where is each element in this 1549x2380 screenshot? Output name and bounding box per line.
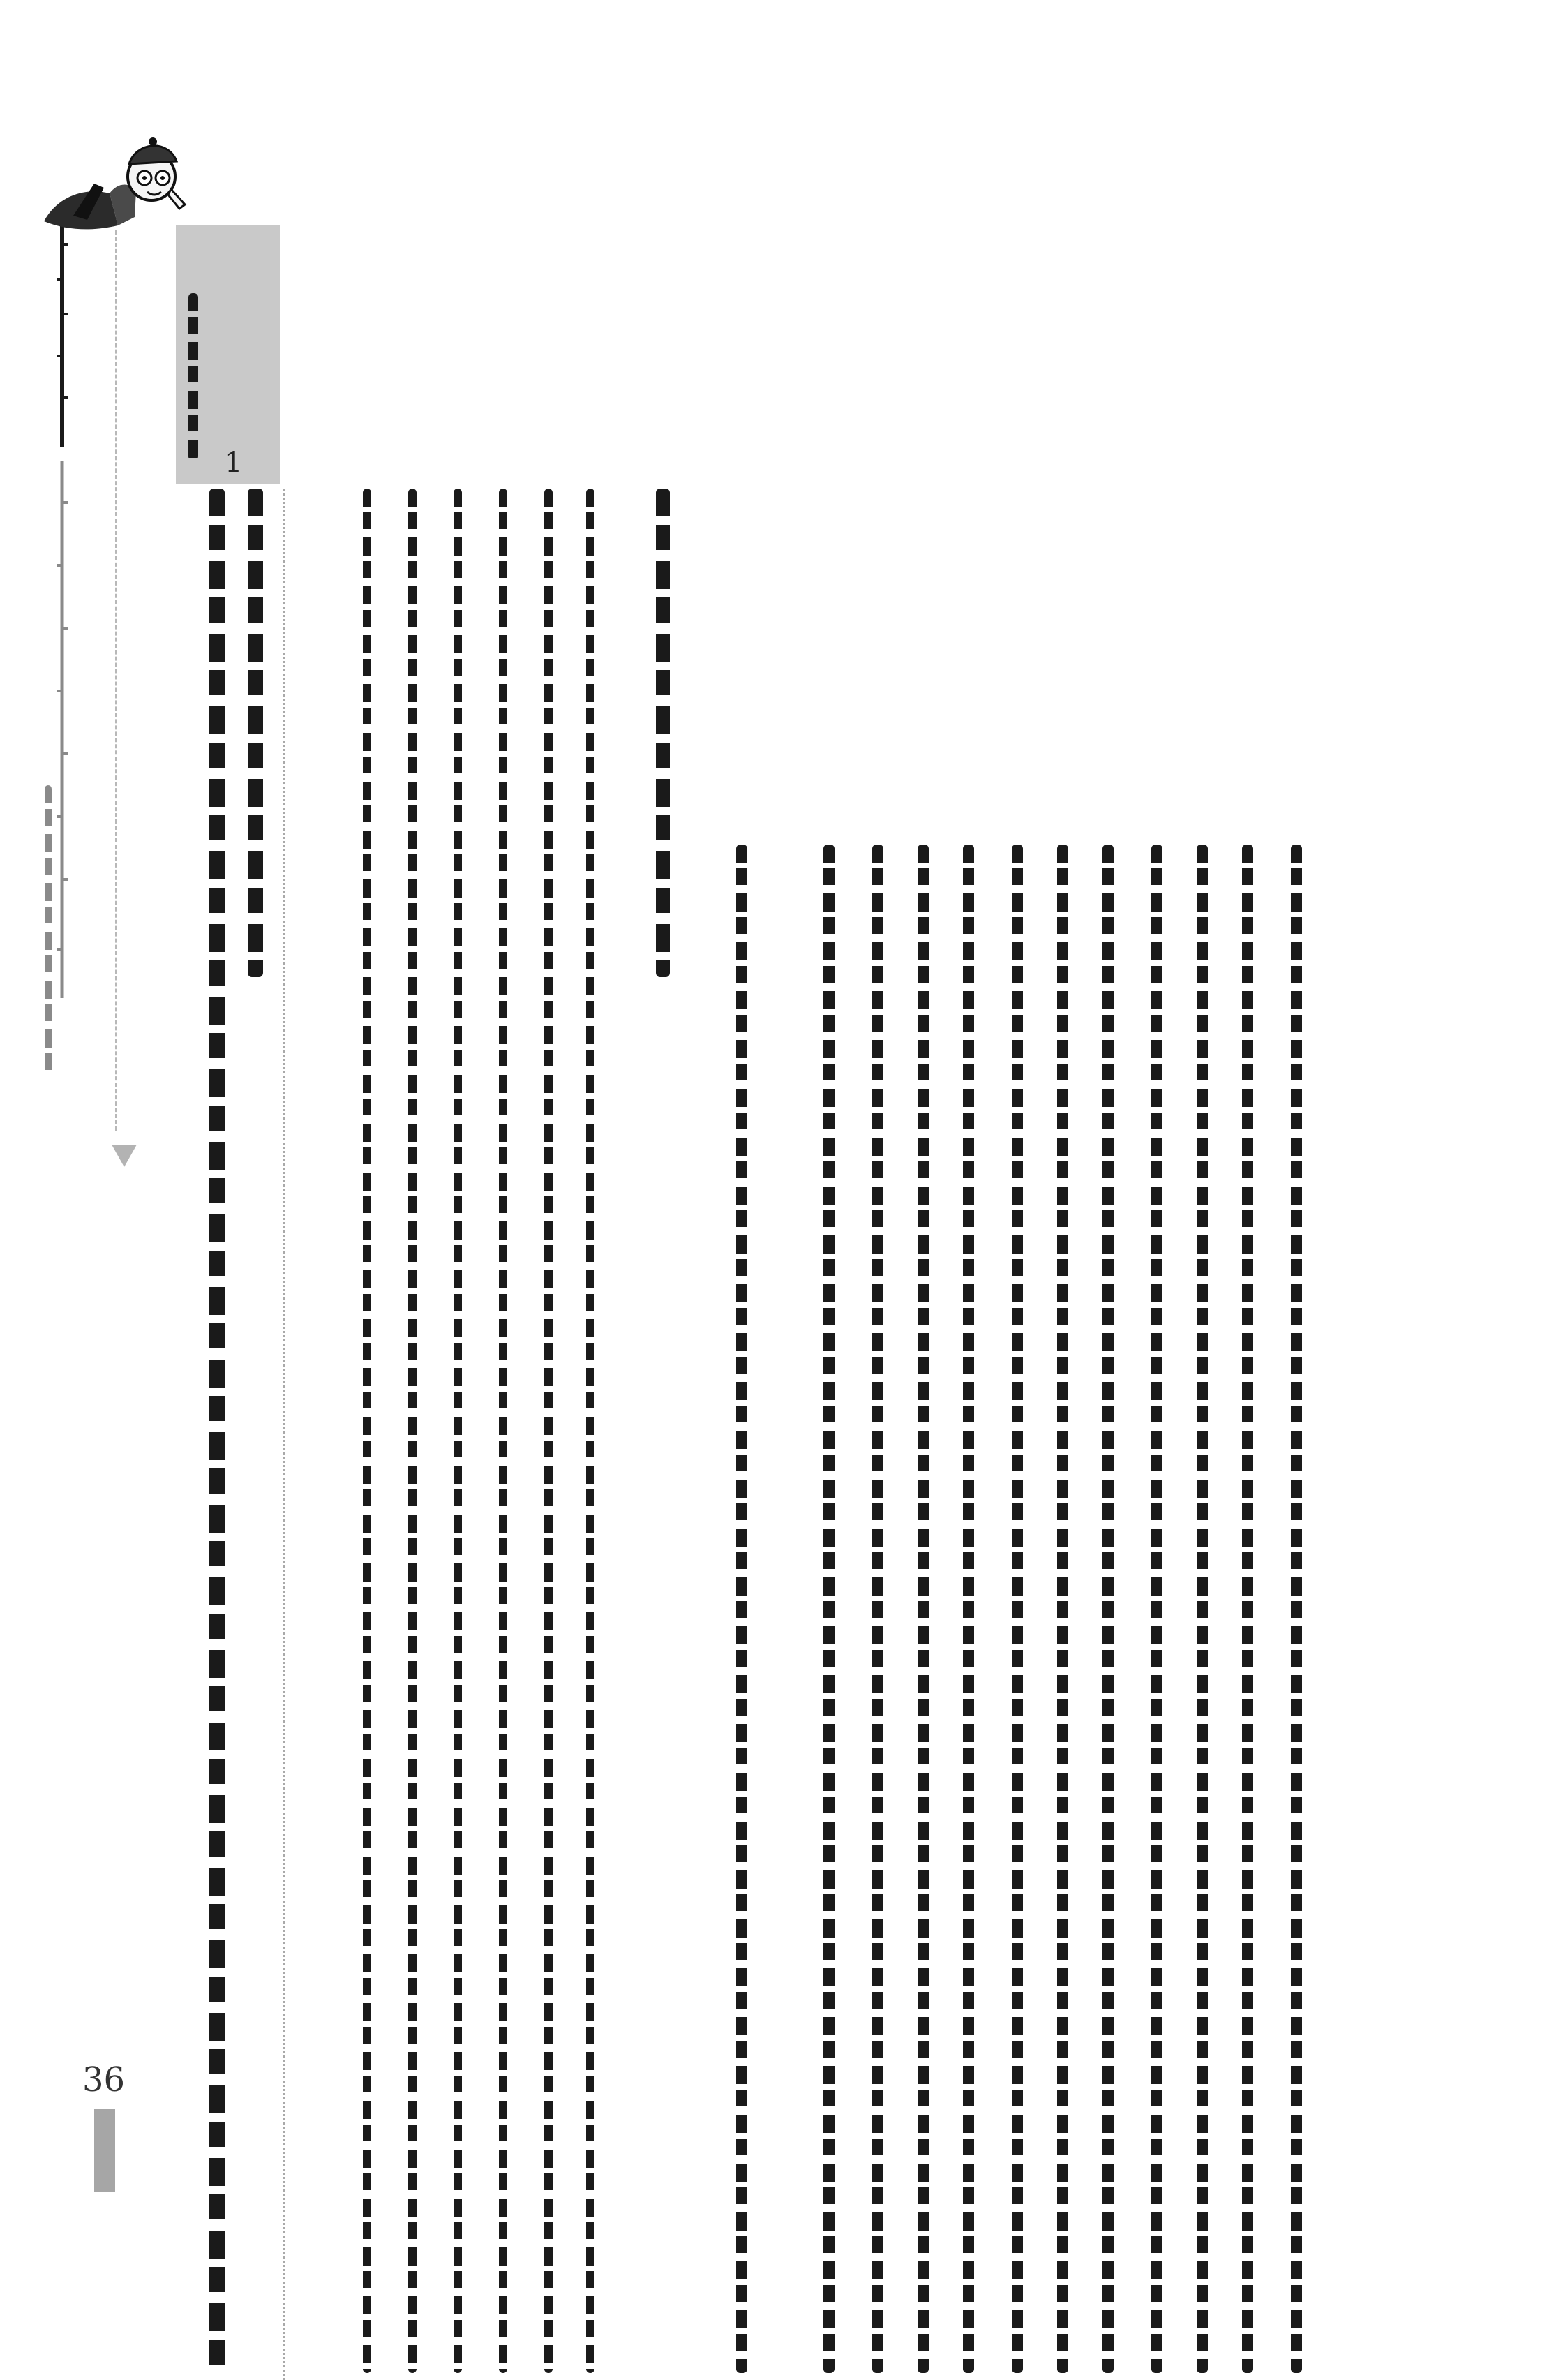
running-header-dark-script <box>54 223 70 447</box>
script-stroke <box>963 845 974 2373</box>
section-number: 1 <box>225 447 243 479</box>
script-column-body <box>1057 845 1068 2373</box>
dotted-divider <box>283 489 285 2380</box>
page-edge-tab <box>94 2109 115 2192</box>
script-column-body <box>454 489 462 2373</box>
script-stroke <box>1102 845 1114 2373</box>
triangle-arrow-icon <box>112 1145 137 1167</box>
script-column-body <box>408 489 417 2373</box>
running-header <box>49 223 77 991</box>
script-stroke <box>918 845 929 2373</box>
script-column-body <box>586 489 594 2373</box>
script-column-body <box>499 489 507 2373</box>
dashed-divider <box>115 230 117 1131</box>
script-column-body <box>1291 845 1302 2373</box>
script-stroke <box>1242 845 1253 2373</box>
script-column-body <box>823 845 835 2373</box>
script-stroke <box>586 489 594 2373</box>
script-stroke <box>823 845 835 2373</box>
script-stroke <box>454 489 462 2373</box>
script-column-body <box>1151 845 1162 2373</box>
script-stroke <box>1197 845 1208 2373</box>
script-stroke <box>188 293 198 461</box>
script-column-body <box>1012 845 1023 2373</box>
script-stroke <box>45 785 52 1078</box>
script-stroke <box>499 489 507 2373</box>
script-stroke <box>1151 845 1162 2373</box>
script-stroke <box>408 489 417 2373</box>
script-stroke <box>736 845 747 2373</box>
script-column-body <box>872 845 883 2373</box>
script-stroke <box>248 489 263 977</box>
script-column-body <box>1197 845 1208 2373</box>
script-column-section-label <box>188 293 198 461</box>
script-column-body <box>363 489 371 2373</box>
running-header-grey-script <box>54 461 70 998</box>
script-stroke <box>656 489 670 977</box>
script-stroke <box>209 489 225 2373</box>
script-stroke <box>1291 845 1302 2373</box>
script-column-body <box>1102 845 1114 2373</box>
script-column-body <box>1242 845 1253 2373</box>
script-column-body <box>963 845 974 2373</box>
script-column-body <box>918 845 929 2373</box>
script-column-body <box>544 489 553 2373</box>
script-column-heading <box>209 489 225 2373</box>
script-column-heading <box>248 489 263 977</box>
page-number: 36 <box>82 2060 126 2099</box>
script-stroke <box>363 489 371 2373</box>
script-column-subheading <box>656 489 670 977</box>
script-column-body <box>736 845 747 2373</box>
script-stroke <box>544 489 553 2373</box>
script-column-running-header <box>45 785 52 1078</box>
script-stroke <box>872 845 883 2373</box>
script-stroke <box>1057 845 1068 2373</box>
script-stroke <box>1012 845 1023 2373</box>
mascot-illustration <box>31 129 188 234</box>
